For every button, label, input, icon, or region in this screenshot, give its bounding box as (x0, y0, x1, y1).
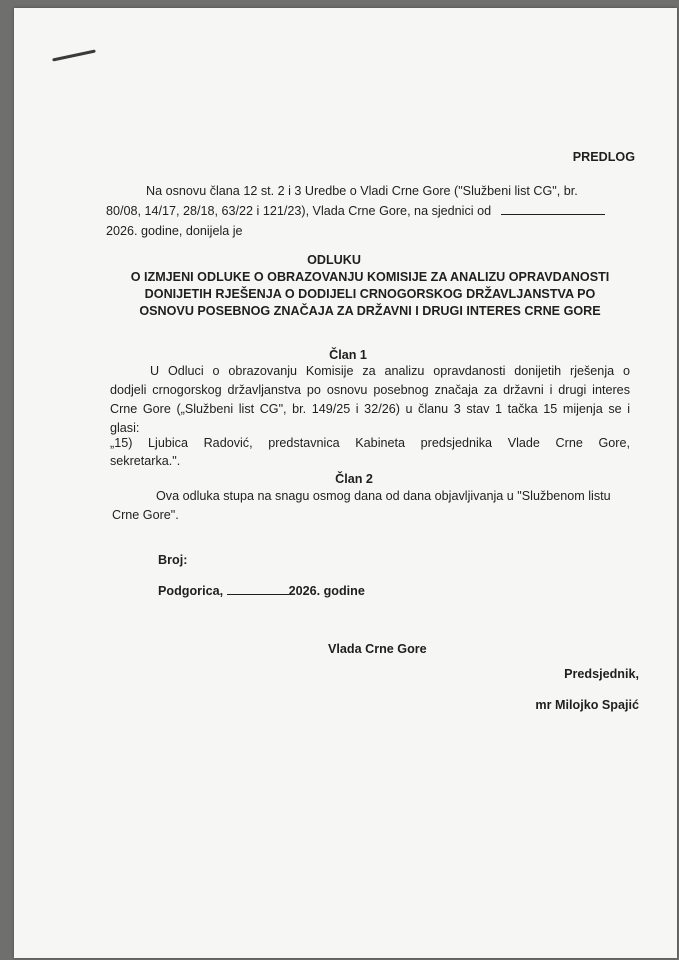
preamble-line-3: 2026. godine, donijela je (106, 224, 243, 238)
decision-title-line-2: DONIJETIH RJEŠENJA O DODIJELI CRNOGORSKOG DRŽAVLJANSTVA PO (144, 287, 596, 301)
article-1-line-1: U Odluci o obrazovanju Komisije za analizu opravdanosti donijetih rješenja o (150, 364, 630, 378)
predlog-stamp: PREDLOG (572, 150, 635, 164)
document-page (14, 8, 677, 958)
date-suffix: 2026. godine (288, 584, 365, 598)
preamble-line-1: Na osnovu člana 12 st. 2 i 3 Uredbe o Vladi Crne Gore ("Službeni list CG", br. (146, 184, 578, 198)
article-1-line-2: dodjeli crnogorskog državljanstva po osnovu posebnog značaja za državni i drugi interes (110, 383, 630, 397)
place: Podgorica, (158, 584, 224, 598)
pen-mark (52, 49, 96, 61)
article-1-line-4: glasi: (110, 421, 140, 435)
article-1-line-3: Crne Gore („Službeni list CG", br. 149/25 i 32/26) u članu 3 stav 1 tačka 15 mijenja se i (110, 402, 630, 416)
decision-heading: ODLUKU (307, 253, 361, 267)
article-1-heading: Član 1 (329, 348, 367, 362)
session-date-blank (501, 204, 605, 215)
government-name: Vlada Crne Gore (328, 642, 427, 656)
article-2-heading: Član 2 (335, 472, 373, 486)
decision-title-line-1: O IZMJENI ODLUKE O OBRAZOVANJU KOMISIJE ZA ANALIZU OPRAVDANOSTI (130, 270, 610, 284)
preamble-line-2-text: 80/08, 14/17, 28/18, 63/22 i 121/23), Vlada Crne Gore, na sjednici od (106, 204, 492, 218)
date-blank (227, 584, 289, 595)
preamble-line-2 (106, 204, 605, 218)
article-1-line-6: sekretarka.". (110, 454, 181, 468)
number-label: Broj: (158, 553, 188, 567)
signatory-role: Predsjednik, (564, 667, 639, 681)
place-date-line (158, 584, 365, 598)
article-2-line-1: Ova odluka stupa na snagu osmog dana od dana objavljivanja u "Službenom listu (156, 489, 611, 503)
decision-title-line-3: OSNOVU POSEBNOG ZNAČAJA ZA DRŽAVNI I DRUGI INTERES CRNE GORE (139, 304, 601, 318)
article-2-line-2: Crne Gore". (112, 508, 179, 522)
article-1-line-5: „15) Ljubica Radović, predstavnica Kabineta predsjednika Vlade Crne Gore, (110, 436, 630, 450)
signatory-name: mr Milojko Spajić (535, 698, 639, 712)
